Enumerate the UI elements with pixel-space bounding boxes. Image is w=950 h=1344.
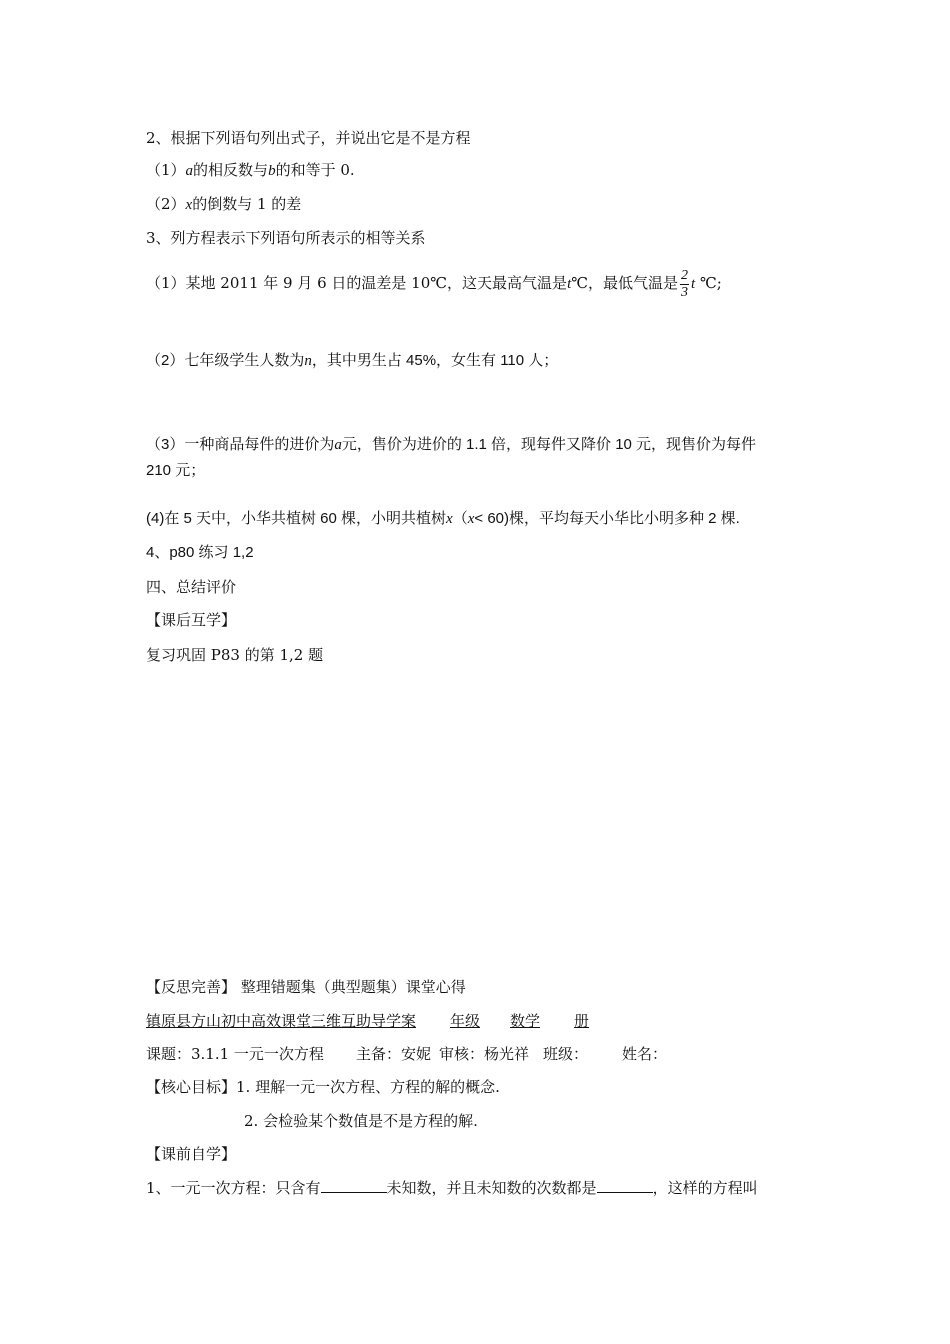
variable-x: x [467,511,475,527]
text: ℃; [695,274,722,292]
definition-question [146,1178,758,1198]
grade-label: 年级 [450,1012,481,1030]
core-goal-1: 【核心目标】1. 理解一元一次方程、方程的解的概念. [146,1078,500,1096]
pre-class-heading: 【课前自学】 [146,1145,237,1163]
lesson-editor: 主备：安妮 [355,1045,431,1063]
class-field-label: 班级： [542,1045,588,1063]
answer-blank[interactable] [597,1178,653,1193]
question-3-title: 3、列方程表示下列语句所表示的相等关系 [146,229,426,247]
variable-x: x [185,197,193,213]
section-summary-heading: 四、总结评价 [146,578,237,596]
question-4: 4、p80 练习 1,2 [146,544,254,561]
core-goal-2: 2. 会检验某个数值是不是方程的解. [244,1112,478,1130]
text: 的相反数与 [193,161,269,179]
after-class-heading: 【课后互学】 [146,611,237,629]
underline-gap [540,1011,574,1031]
question-2-item-1 [146,160,355,181]
text: （3）一种商品每件的进价为 [146,436,335,453]
variable-b: b [268,163,276,179]
review-assignment: 复习巩固 P83 的第 1,2 题 [146,646,324,664]
text: ，这样的方程叫 [652,1179,758,1197]
lesson-title: 课题：3.1.1 一元一次方程 [146,1045,324,1063]
text: 1、一元一次方程：只含有 [146,1179,321,1197]
fraction-denominator: 3 [681,284,689,300]
question-3-item-2 [146,351,558,371]
variable-x: x [446,511,453,527]
variable-t: t [691,276,696,292]
variable-n: n [304,353,312,369]
fraction-two-thirds [680,269,689,300]
text: （2）七年级学生人数为 [146,352,305,369]
text: < 60) [474,510,509,527]
lesson-info [146,1044,667,1064]
text: 棵，平均每天小华比小明多种 2 棵. [509,510,740,527]
text: （1）某地 2011 年 9 月 6 日的温差是 10℃，这天最高气温是 [146,274,568,292]
question-3-item-4 [146,509,740,529]
text: ℃，最低气温是 [571,274,679,292]
text: 未知数，并且未知数的次数都是 [386,1179,597,1197]
question-2-item-2 [146,194,301,215]
volume-label: 册 [574,1012,590,1030]
fraction-numerator: 2 [681,267,689,283]
text: 的和等于 0. [275,161,355,179]
question-2-title: 2、根据下列语句列出式子，并说出它是不是方程 [146,129,471,147]
text: (4)在 5 天中，小华共植树 60 棵，小明共植树 [146,510,447,527]
subject-label: 数学 [510,1012,541,1030]
underline-gap [416,1011,450,1031]
name-field-label: 姓名： [621,1045,667,1063]
text: 的倒数与 1 的差 [192,195,302,213]
underline-gap [480,1011,510,1031]
variable-a: a [334,437,342,453]
lesson-reviewer: 审核：杨光祥 [438,1045,529,1063]
question-3-item-3-continued: 210 元； [146,462,206,479]
question-3-item-3 [146,435,756,455]
answer-blank[interactable] [321,1178,387,1193]
worksheet-header [146,1011,589,1031]
school-title: 镇原县方山初中高效课堂三维互助导学案 [146,1012,417,1030]
text: ，其中男生占 45%，女生有 110 人； [311,352,559,369]
question-3-item-1 [146,264,722,303]
text: 元，售价为进价的 1.1 倍，现每件又降价 10 元，现售价为每件 [341,436,757,453]
text: （ [452,510,468,527]
reflection-heading: 【反思完善】 整理错题集（典型题集）课堂心得 [146,978,466,996]
text: （2） [146,195,186,213]
variable-t: t [567,276,572,292]
variable-a: a [185,163,194,179]
text: （1） [146,161,186,179]
